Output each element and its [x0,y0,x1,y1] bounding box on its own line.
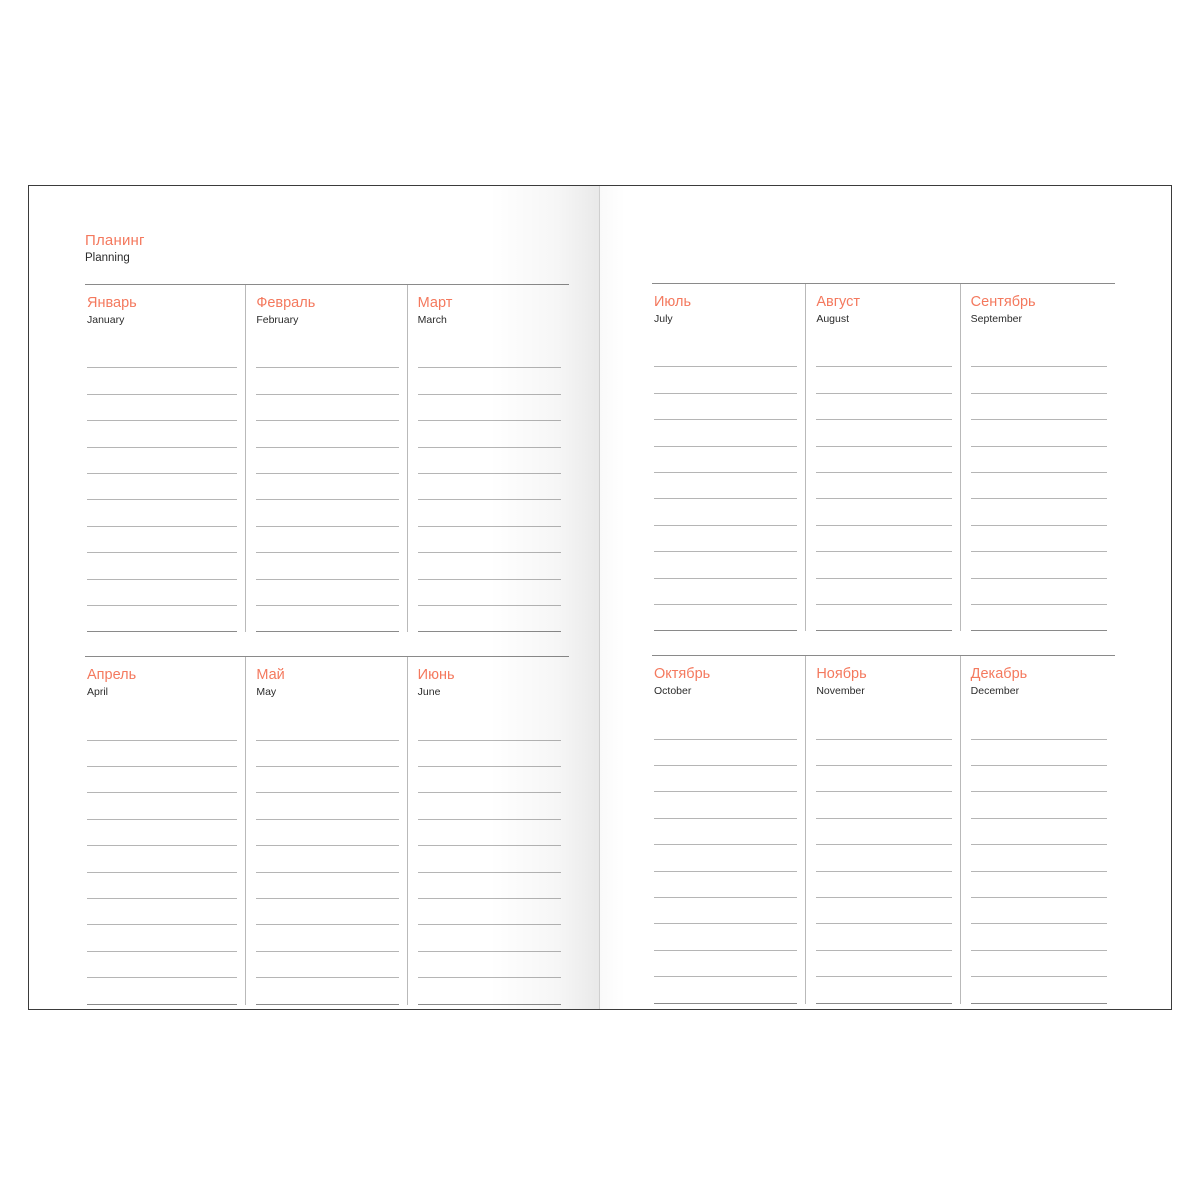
writing-line[interactable] [971,792,1107,818]
writing-line[interactable] [256,925,398,951]
writing-line[interactable] [816,924,951,950]
writing-line[interactable] [654,552,797,578]
writing-line[interactable] [816,766,951,792]
month-name-en: August [816,313,850,325]
writing-line[interactable] [256,952,398,978]
writing-line[interactable] [654,819,797,845]
writing-lines[interactable] [806,341,959,631]
writing-line[interactable] [87,741,237,767]
writing-line[interactable] [87,873,237,899]
writing-line[interactable] [87,793,237,819]
writing-line[interactable] [654,605,797,631]
month-name-en: January [87,314,125,326]
quarter-row-q1 [85,284,569,632]
writing-line[interactable] [816,845,951,871]
quarter-row-q2 [85,656,569,1004]
writing-line[interactable] [418,767,561,793]
writing-line[interactable] [256,767,398,793]
month-block-may [246,657,407,1004]
writing-line[interactable] [971,740,1107,766]
writing-line[interactable] [256,474,398,500]
writing-lines[interactable] [246,714,406,1004]
writing-line[interactable] [418,553,561,579]
month-name-en: October [654,685,692,698]
writing-line[interactable] [418,899,561,925]
writing-line[interactable] [654,447,797,473]
month-name-en: November [816,685,865,698]
writing-line[interactable] [816,552,951,578]
writing-line[interactable] [87,714,237,740]
writing-line[interactable] [87,952,237,978]
month-block-august [806,284,960,631]
writing-line[interactable] [256,395,398,421]
writing-lines[interactable] [408,342,569,632]
month-name-ru: Июль [654,294,691,310]
writing-line[interactable] [256,606,398,632]
writing-line[interactable] [816,977,951,1003]
writing-line[interactable] [971,526,1107,552]
month-block-july [652,284,806,631]
writing-line[interactable] [418,395,561,421]
writing-line[interactable] [418,925,561,951]
page-title [85,231,569,266]
month-name-ru: Январь [87,295,137,311]
writing-lines[interactable] [246,342,406,632]
writing-line[interactable] [87,553,237,579]
writing-lines[interactable] [806,713,959,1003]
writing-line[interactable] [256,793,398,819]
writing-line[interactable] [654,394,797,420]
writing-line[interactable] [816,898,951,924]
writing-line[interactable] [971,977,1107,1003]
month-name-ru: Декабрь [970,666,1028,683]
month-name-ru: Май [256,667,285,684]
writing-line[interactable] [256,873,398,899]
writing-line[interactable] [971,766,1107,792]
writing-line[interactable] [418,846,561,872]
writing-line[interactable] [87,767,237,793]
month-name-ru: Март [417,295,453,311]
page-title-en: Planning [85,252,130,264]
writing-line[interactable] [971,951,1107,977]
writing-line[interactable] [654,499,797,525]
writing-line[interactable] [971,367,1107,393]
writing-line[interactable] [971,579,1107,605]
writing-line[interactable] [418,500,561,526]
writing-line[interactable] [816,341,951,367]
writing-line[interactable] [816,394,951,420]
writing-line[interactable] [971,341,1107,367]
writing-line[interactable] [654,420,797,446]
writing-line[interactable] [816,740,951,766]
month-header [961,293,1115,341]
writing-line[interactable] [418,368,561,394]
writing-line[interactable] [816,872,951,898]
writing-line[interactable] [256,553,398,579]
month-header [806,293,959,341]
writing-line[interactable] [418,820,561,846]
month-header [652,665,805,713]
month-block-october [652,656,806,1003]
month-name-en: June [417,686,441,699]
month-block-march [408,285,569,632]
writing-line[interactable] [971,605,1107,631]
writing-line[interactable] [87,899,237,925]
writing-line[interactable] [418,741,561,767]
writing-line[interactable] [816,499,951,525]
month-block-april [85,657,246,1004]
writing-line[interactable] [418,793,561,819]
writing-line[interactable] [87,978,237,1004]
writing-line[interactable] [256,978,398,1004]
writing-line[interactable] [87,368,237,394]
writing-line[interactable] [87,580,237,606]
month-name-ru: Сентябрь [970,294,1036,310]
writing-line[interactable] [654,872,797,898]
writing-line[interactable] [418,527,561,553]
month-block-november [806,656,960,1003]
writing-line[interactable] [256,580,398,606]
writing-line[interactable] [654,924,797,950]
month-name-en: February [256,314,299,326]
writing-line[interactable] [816,367,951,393]
writing-line[interactable] [256,500,398,526]
month-name-ru: Апрель [87,667,137,684]
writing-line[interactable] [87,500,237,526]
writing-line[interactable] [87,448,237,474]
writing-line[interactable] [87,342,237,368]
planner-spread [28,185,1172,1010]
writing-line[interactable] [816,819,951,845]
writing-line[interactable] [256,368,398,394]
month-header [85,666,245,714]
writing-lines[interactable] [961,713,1115,1003]
writing-lines[interactable] [408,714,569,1004]
month-name-en: July [654,313,673,325]
writing-line[interactable] [971,552,1107,578]
month-name-ru: Август [816,294,860,310]
writing-line[interactable] [971,872,1107,898]
quarter-row-q3 [652,283,1115,631]
month-header [85,294,245,342]
writing-line[interactable] [816,951,951,977]
writing-line[interactable] [654,845,797,871]
writing-line[interactable] [87,527,237,553]
month-block-february [246,285,407,632]
month-name-en: December [970,685,1020,698]
writing-line[interactable] [816,420,951,446]
month-name-ru: Октябрь [654,666,711,683]
writing-line[interactable] [654,951,797,977]
writing-line[interactable] [418,978,561,1004]
writing-line[interactable] [971,898,1107,924]
writing-line[interactable] [654,898,797,924]
writing-lines[interactable] [652,341,805,631]
month-header [246,666,406,714]
month-header [408,666,569,714]
writing-line[interactable] [654,473,797,499]
month-header [246,294,406,342]
writing-line[interactable] [971,819,1107,845]
writing-line[interactable] [87,395,237,421]
writing-line[interactable] [256,820,398,846]
writing-line[interactable] [816,579,951,605]
writing-line[interactable] [256,846,398,872]
writing-line[interactable] [654,341,797,367]
writing-line[interactable] [418,873,561,899]
writing-line[interactable] [418,421,561,447]
writing-line[interactable] [87,925,237,951]
writing-line[interactable] [418,342,561,368]
writing-line[interactable] [816,605,951,631]
month-name-ru: Ноябрь [816,666,867,683]
writing-line[interactable] [256,448,398,474]
writing-lines[interactable] [652,713,805,1003]
writing-line[interactable] [87,846,237,872]
writing-line[interactable] [256,342,398,368]
writing-line[interactable] [816,713,951,739]
writing-line[interactable] [654,792,797,818]
writing-line[interactable] [971,447,1107,473]
writing-line[interactable] [654,977,797,1003]
writing-line[interactable] [971,924,1107,950]
writing-line[interactable] [256,714,398,740]
writing-line[interactable] [654,367,797,393]
writing-line[interactable] [87,820,237,846]
writing-line[interactable] [654,579,797,605]
writing-line[interactable] [87,474,237,500]
writing-line[interactable] [418,606,561,632]
writing-line[interactable] [816,473,951,499]
month-block-january [85,285,246,632]
writing-line[interactable] [256,421,398,447]
writing-line[interactable] [816,792,951,818]
month-name-en: March [417,314,447,326]
writing-line[interactable] [971,473,1107,499]
month-header [408,294,569,342]
writing-line[interactable] [971,845,1107,871]
writing-line[interactable] [87,421,237,447]
month-name-ru: Июнь [417,667,455,684]
writing-line[interactable] [654,713,797,739]
writing-line[interactable] [654,740,797,766]
month-block-june [408,657,569,1004]
writing-line[interactable] [971,394,1107,420]
month-name-en: September [970,313,1023,325]
writing-line[interactable] [256,527,398,553]
month-name-ru: Февраль [256,295,316,311]
writing-line[interactable] [654,526,797,552]
writing-line[interactable] [971,713,1107,739]
month-header [652,293,805,341]
writing-lines[interactable] [961,341,1115,631]
writing-line[interactable] [971,499,1107,525]
quarter-row-q4 [652,655,1115,1003]
writing-lines[interactable] [85,342,245,632]
writing-line[interactable] [256,741,398,767]
writing-line[interactable] [654,766,797,792]
month-name-en: May [256,686,277,699]
writing-line[interactable] [816,447,951,473]
writing-line[interactable] [418,448,561,474]
left-page [29,186,600,1009]
month-name-en: April [87,686,109,699]
month-header [961,665,1115,713]
right-page-title-spacer [652,231,1115,265]
writing-line[interactable] [418,952,561,978]
writing-lines[interactable] [85,714,245,1004]
writing-line[interactable] [971,420,1107,446]
writing-line[interactable] [418,714,561,740]
month-block-december [961,656,1115,1003]
writing-line[interactable] [816,526,951,552]
writing-line[interactable] [256,899,398,925]
writing-line[interactable] [87,606,237,632]
month-block-september [961,284,1115,631]
month-header [806,665,959,713]
right-page [600,186,1171,1009]
writing-line[interactable] [418,474,561,500]
writing-line[interactable] [418,580,561,606]
page-title-ru: Планинг [85,232,145,249]
